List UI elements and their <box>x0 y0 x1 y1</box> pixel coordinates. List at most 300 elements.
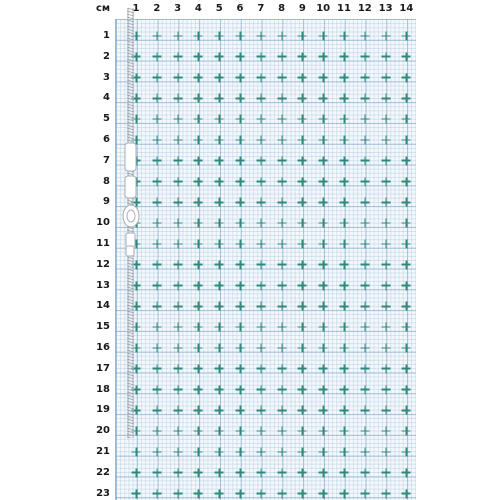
cross-marker <box>360 302 369 311</box>
cross-marker <box>215 156 224 165</box>
cross-marker <box>173 260 182 269</box>
cross-marker <box>256 115 265 124</box>
cross-marker <box>360 468 369 477</box>
cross-marker <box>152 364 161 373</box>
cross-marker <box>194 364 203 373</box>
cross-marker <box>256 32 265 41</box>
cross-marker <box>402 73 411 82</box>
cross-marker <box>402 448 411 457</box>
cross-marker <box>277 52 286 61</box>
cross-marker <box>194 32 203 41</box>
cross-marker <box>340 385 349 394</box>
cross-marker <box>215 281 224 290</box>
cross-marker <box>360 177 369 186</box>
cross-marker <box>152 281 161 290</box>
cross-marker <box>381 73 390 82</box>
cross-marker <box>152 323 161 332</box>
cross-marker <box>360 281 369 290</box>
cross-marker <box>298 468 307 477</box>
cross-marker <box>402 364 411 373</box>
cross-marker <box>152 219 161 228</box>
cross-marker <box>298 136 307 145</box>
cross-marker <box>340 260 349 269</box>
cross-marker <box>402 32 411 41</box>
cross-marker <box>173 156 182 165</box>
cross-marker <box>319 115 328 124</box>
cross-marker <box>277 281 286 290</box>
cross-marker <box>277 448 286 457</box>
cross-marker <box>215 489 224 498</box>
cross-marker <box>360 427 369 436</box>
cross-marker <box>215 198 224 207</box>
cross-marker <box>236 427 245 436</box>
cross-marker <box>360 489 369 498</box>
cross-marker <box>194 385 203 394</box>
cross-marker <box>152 385 161 394</box>
cross-marker <box>298 219 307 228</box>
cross-marker <box>173 32 182 41</box>
cross-marker <box>194 448 203 457</box>
cross-marker <box>340 240 349 249</box>
column-label: 4 <box>194 3 202 14</box>
cross-marker <box>215 177 224 186</box>
cross-marker <box>360 198 369 207</box>
cross-marker <box>277 344 286 353</box>
cross-marker <box>236 219 245 228</box>
cross-marker <box>298 344 307 353</box>
cross-marker <box>340 427 349 436</box>
row-label: 20 <box>96 425 110 437</box>
cross-marker <box>256 468 265 477</box>
cross-marker <box>319 448 328 457</box>
row-label: 17 <box>96 362 110 374</box>
cross-marker <box>360 52 369 61</box>
cross-marker <box>360 260 369 269</box>
cross-marker <box>319 468 328 477</box>
cross-marker <box>381 94 390 103</box>
cross-marker <box>340 32 349 41</box>
cross-marker <box>402 489 411 498</box>
row-label: 14 <box>96 300 110 312</box>
cross-marker <box>402 156 411 165</box>
cross-marker <box>256 406 265 415</box>
cross-marker <box>236 406 245 415</box>
cross-marker <box>236 198 245 207</box>
cross-marker <box>340 344 349 353</box>
cross-marker <box>402 406 411 415</box>
cross-marker <box>402 219 411 228</box>
cross-marker <box>381 448 390 457</box>
cross-marker <box>173 344 182 353</box>
cross-marker <box>236 344 245 353</box>
cross-marker <box>340 323 349 332</box>
cross-marker <box>173 94 182 103</box>
cross-marker <box>277 136 286 145</box>
cross-marker <box>381 406 390 415</box>
cross-marker <box>277 364 286 373</box>
cross-marker <box>277 323 286 332</box>
cross-marker <box>402 240 411 249</box>
cross-marker <box>173 406 182 415</box>
cross-marker <box>319 198 328 207</box>
cross-marker <box>360 156 369 165</box>
cross-marker <box>256 323 265 332</box>
cross-marker <box>194 281 203 290</box>
cross-marker <box>277 260 286 269</box>
cross-marker <box>152 468 161 477</box>
cross-marker <box>152 156 161 165</box>
cross-marker <box>152 136 161 145</box>
cross-marker <box>381 344 390 353</box>
cross-marker <box>298 177 307 186</box>
cross-marker <box>360 219 369 228</box>
cross-marker <box>256 364 265 373</box>
cross-marker <box>277 468 286 477</box>
cross-marker <box>402 385 411 394</box>
cross-marker <box>215 344 224 353</box>
cross-marker <box>236 73 245 82</box>
cross-marker <box>360 344 369 353</box>
column-label: 9 <box>298 3 306 14</box>
column-label: 2 <box>153 3 161 14</box>
cross-marker <box>381 32 390 41</box>
cross-marker <box>236 156 245 165</box>
cross-marker <box>236 177 245 186</box>
cross-marker <box>194 489 203 498</box>
cross-marker <box>298 406 307 415</box>
cross-marker <box>256 219 265 228</box>
column-label: 3 <box>174 3 182 14</box>
cross-marker <box>215 364 224 373</box>
cross-marker <box>256 385 265 394</box>
cross-marker <box>236 115 245 124</box>
cross-marker <box>381 427 390 436</box>
cross-marker <box>277 115 286 124</box>
cross-marker <box>277 302 286 311</box>
cross-marker <box>215 73 224 82</box>
cross-marker <box>298 364 307 373</box>
cross-marker <box>381 468 390 477</box>
cross-marker <box>215 94 224 103</box>
row-label: 1 <box>103 30 110 41</box>
cross-marker <box>194 198 203 207</box>
cross-marker <box>256 177 265 186</box>
cross-marker <box>402 94 411 103</box>
cross-marker <box>298 32 307 41</box>
cross-marker <box>340 302 349 311</box>
cross-marker <box>152 198 161 207</box>
cross-marker <box>402 136 411 145</box>
cross-marker <box>360 240 369 249</box>
cross-marker <box>256 156 265 165</box>
cross-marker <box>236 281 245 290</box>
cross-marker <box>360 115 369 124</box>
cross-marker <box>360 32 369 41</box>
cross-marker <box>173 240 182 249</box>
cross-marker <box>194 427 203 436</box>
cross-marker <box>319 344 328 353</box>
column-label: 1 <box>132 3 140 14</box>
cross-marker <box>173 115 182 124</box>
cross-marker <box>319 136 328 145</box>
cross-marker <box>402 52 411 61</box>
cross-marker <box>152 344 161 353</box>
cross-marker <box>215 468 224 477</box>
cross-marker <box>298 156 307 165</box>
cross-marker <box>381 136 390 145</box>
cross-marker <box>360 136 369 145</box>
cross-marker <box>173 198 182 207</box>
cross-marker <box>340 406 349 415</box>
cross-marker <box>152 115 161 124</box>
cross-marker <box>277 94 286 103</box>
cross-marker <box>381 489 390 498</box>
cross-marker <box>381 364 390 373</box>
cross-marker <box>194 240 203 249</box>
cross-marker <box>360 385 369 394</box>
cross-marker <box>215 406 224 415</box>
cross-marker <box>236 240 245 249</box>
cross-marker <box>173 281 182 290</box>
cross-marker <box>152 94 161 103</box>
cross-marker <box>381 52 390 61</box>
cross-marker <box>340 489 349 498</box>
column-label: 7 <box>257 3 265 14</box>
cross-marker <box>194 94 203 103</box>
cross-marker <box>173 448 182 457</box>
cross-marker <box>256 302 265 311</box>
cross-marker <box>173 364 182 373</box>
cross-marker <box>360 323 369 332</box>
cross-marker <box>194 115 203 124</box>
cross-marker <box>215 448 224 457</box>
row-label: 21 <box>96 446 110 457</box>
column-label: 14 <box>399 3 414 14</box>
cross-marker <box>319 302 328 311</box>
cross-marker <box>215 219 224 228</box>
cross-marker <box>256 136 265 145</box>
cross-marker <box>256 94 265 103</box>
cross-marker <box>236 323 245 332</box>
cross-marker <box>381 198 390 207</box>
cross-marker <box>194 302 203 311</box>
cross-marker <box>152 240 161 249</box>
column-label: 6 <box>236 3 244 14</box>
cross-marker <box>152 302 161 311</box>
row-label: 23 <box>96 487 110 499</box>
cross-marker <box>194 52 203 61</box>
cross-marker <box>319 94 328 103</box>
cross-marker <box>194 73 203 82</box>
cross-marker <box>194 323 203 332</box>
unit-label: см <box>96 3 111 14</box>
row-label: 9 <box>103 196 110 208</box>
column-label: 13 <box>378 3 393 14</box>
cross-marker <box>194 219 203 228</box>
cross-marker <box>298 489 307 498</box>
row-label: 8 <box>103 175 110 187</box>
cross-marker <box>277 198 286 207</box>
cross-marker <box>319 240 328 249</box>
cross-marker <box>236 302 245 311</box>
row-label: 16 <box>96 342 110 353</box>
cross-marker <box>402 468 411 477</box>
cross-marker <box>173 468 182 477</box>
cross-marker <box>298 240 307 249</box>
column-label: 8 <box>278 3 286 14</box>
column-label: 5 <box>215 3 223 14</box>
cross-marker <box>340 136 349 145</box>
cross-marker <box>381 240 390 249</box>
cross-marker <box>173 52 182 61</box>
row-label: 4 <box>103 92 110 104</box>
cross-marker <box>402 115 411 124</box>
cross-marker <box>381 156 390 165</box>
cross-marker <box>298 73 307 82</box>
cross-marker <box>319 427 328 436</box>
cross-marker <box>236 489 245 498</box>
cross-marker <box>319 177 328 186</box>
cross-marker <box>340 281 349 290</box>
cross-marker <box>236 448 245 457</box>
cross-marker <box>298 427 307 436</box>
row-label: 7 <box>103 154 110 166</box>
cross-marker <box>340 52 349 61</box>
cross-marker <box>152 489 161 498</box>
cross-marker <box>340 94 349 103</box>
cross-marker <box>194 136 203 145</box>
cross-marker <box>319 406 328 415</box>
cross-marker <box>319 323 328 332</box>
cross-marker <box>256 281 265 290</box>
cross-marker <box>236 136 245 145</box>
cross-marker <box>236 385 245 394</box>
cross-marker <box>132 489 141 498</box>
cross-marker <box>340 177 349 186</box>
cross-marker <box>215 302 224 311</box>
cross-marker <box>402 344 411 353</box>
row-label: 22 <box>96 466 110 478</box>
cross-marker <box>319 260 328 269</box>
cross-marker <box>152 406 161 415</box>
cross-marker <box>132 448 141 457</box>
cross-marker <box>236 364 245 373</box>
cross-marker <box>236 32 245 41</box>
cross-marker <box>298 448 307 457</box>
cross-marker <box>298 94 307 103</box>
cross-marker <box>319 156 328 165</box>
cross-marker <box>173 489 182 498</box>
cross-marker <box>256 240 265 249</box>
cross-marker <box>277 177 286 186</box>
cross-marker <box>215 115 224 124</box>
cross-marker <box>319 489 328 498</box>
cross-marker <box>194 177 203 186</box>
cross-marker <box>173 323 182 332</box>
cross-marker <box>298 52 307 61</box>
cross-marker <box>360 364 369 373</box>
cross-marker <box>194 468 203 477</box>
cross-marker <box>277 73 286 82</box>
cross-marker <box>298 323 307 332</box>
cross-marker <box>319 385 328 394</box>
cross-marker <box>319 281 328 290</box>
cross-marker <box>360 406 369 415</box>
row-label: 2 <box>103 50 110 62</box>
cross-marker <box>298 281 307 290</box>
cross-marker <box>319 219 328 228</box>
cross-marker <box>215 323 224 332</box>
cross-marker <box>360 73 369 82</box>
cross-marker <box>340 73 349 82</box>
cross-marker <box>319 364 328 373</box>
row-label: 6 <box>103 134 110 145</box>
cross-marker <box>236 468 245 477</box>
cross-marker <box>215 136 224 145</box>
cross-marker <box>381 260 390 269</box>
cross-marker <box>298 115 307 124</box>
cross-marker <box>152 177 161 186</box>
cross-marker <box>381 302 390 311</box>
cross-marker <box>236 260 245 269</box>
column-label: 10 <box>316 3 331 14</box>
cross-marker <box>381 115 390 124</box>
column-label: 12 <box>357 3 372 14</box>
cross-marker <box>256 427 265 436</box>
cross-marker <box>381 385 390 394</box>
cross-marker <box>340 468 349 477</box>
cross-marker <box>277 406 286 415</box>
cross-marker <box>256 260 265 269</box>
row-label: 13 <box>96 279 110 291</box>
cross-marker <box>152 73 161 82</box>
cross-marker <box>277 32 286 41</box>
cross-marker <box>298 260 307 269</box>
cross-marker <box>298 198 307 207</box>
row-label: 15 <box>96 321 110 333</box>
cross-marker <box>402 177 411 186</box>
cross-marker <box>340 198 349 207</box>
cross-marker <box>173 385 182 394</box>
cross-marker <box>256 344 265 353</box>
cross-marker <box>256 198 265 207</box>
cross-marker <box>277 385 286 394</box>
cross-marker <box>152 52 161 61</box>
cross-marker <box>277 219 286 228</box>
silver-chain-image <box>122 8 140 438</box>
cross-marker <box>152 260 161 269</box>
cross-marker <box>319 73 328 82</box>
cross-marker <box>173 73 182 82</box>
row-label: 3 <box>103 71 110 83</box>
cross-marker <box>256 52 265 61</box>
row-label: 12 <box>96 258 110 270</box>
cross-marker <box>277 156 286 165</box>
column-label: 11 <box>337 3 351 14</box>
cross-marker <box>194 406 203 415</box>
row-label: 5 <box>103 113 110 125</box>
cross-marker <box>152 427 161 436</box>
cross-marker <box>152 448 161 457</box>
cross-marker <box>194 344 203 353</box>
cross-marker <box>173 427 182 436</box>
cross-marker <box>402 281 411 290</box>
cross-marker <box>215 240 224 249</box>
cross-marker <box>277 427 286 436</box>
cross-marker <box>381 177 390 186</box>
cross-marker <box>340 115 349 124</box>
cross-marker <box>256 448 265 457</box>
